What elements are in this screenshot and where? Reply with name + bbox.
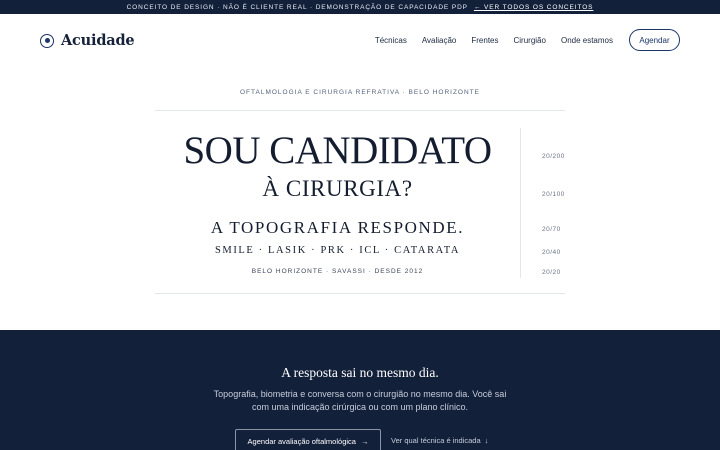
brand-name: Acuidade — [61, 32, 135, 49]
eye-chart-line-2: À CIRURGIA? — [262, 176, 413, 201]
eye-chart-divider — [520, 128, 521, 278]
acuity-label: 20/70 — [542, 226, 561, 233]
nav-item-cirurgiao[interactable]: Cirurgião — [513, 36, 546, 45]
brand-logo[interactable] — [40, 32, 134, 49]
acuity-label: 20/20 — [542, 269, 561, 276]
cta-section — [0, 330, 720, 450]
nav-item-tecnicas[interactable]: Técnicas — [374, 36, 407, 45]
eye-chart — [155, 110, 520, 293]
acuity-label: 20/200 — [542, 153, 565, 160]
all-concepts-link[interactable]: ← VER TODOS OS CONCEITOS — [473, 3, 594, 11]
arrow-down-icon: ↓ — [484, 436, 489, 445]
hero-bottom-divider — [155, 293, 565, 294]
nav-item-frentes[interactable]: Frentes — [471, 36, 499, 45]
eye-chart-line-4: SMILE · LASIK · PRK · ICL · CATARATA — [214, 245, 461, 256]
cta-body: Topografia, biometria e conversa com o cirurgião no mesmo dia. Você sai com uma indicação cirúrgica ou com um plano clínico. — [213, 389, 507, 412]
eye-ring-icon — [40, 34, 54, 48]
eye-chart-line-3: A TOPOGRAFIA RESPONDE. — [210, 218, 465, 237]
cta-title: A resposta sai no mesmo dia. — [281, 365, 439, 380]
arrow-right-icon: → — [360, 436, 369, 446]
which-technique-link[interactable] — [391, 436, 488, 445]
eye-chart-line-1: SOU CANDIDATO — [183, 129, 492, 172]
acuity-label: 20/100 — [542, 191, 565, 198]
acuity-label: 20/40 — [542, 249, 561, 256]
site-header — [0, 14, 720, 66]
eye-chart-line-5: BELO HORIZONTE · SAVASSI · DESDE 2012 — [251, 268, 424, 275]
concept-banner — [0, 0, 720, 14]
agendar-button[interactable]: Agendar — [629, 29, 680, 51]
nav-item-avaliacao[interactable]: Avaliação — [421, 36, 457, 45]
nav-item-onde-estamos[interactable]: Onde estamos — [560, 36, 613, 45]
schedule-evaluation-button[interactable] — [235, 429, 381, 450]
concept-notice: CONCEITO DE DESIGN · NÃO É CLIENTE REAL · DEMONSTRAÇÃO DE CAPACIDADE PDP — [126, 3, 468, 11]
hero-eyebrow: OFTALMOLOGIA E CIRURGIA REFRATIVA · BELO HORIZONTE — [240, 89, 480, 96]
main-nav — [375, 36, 613, 45]
schedule-evaluation-label: Agendar avaliação oftalmológica — [247, 436, 356, 446]
which-technique-label: Ver qual técnica é indicada — [391, 436, 481, 445]
